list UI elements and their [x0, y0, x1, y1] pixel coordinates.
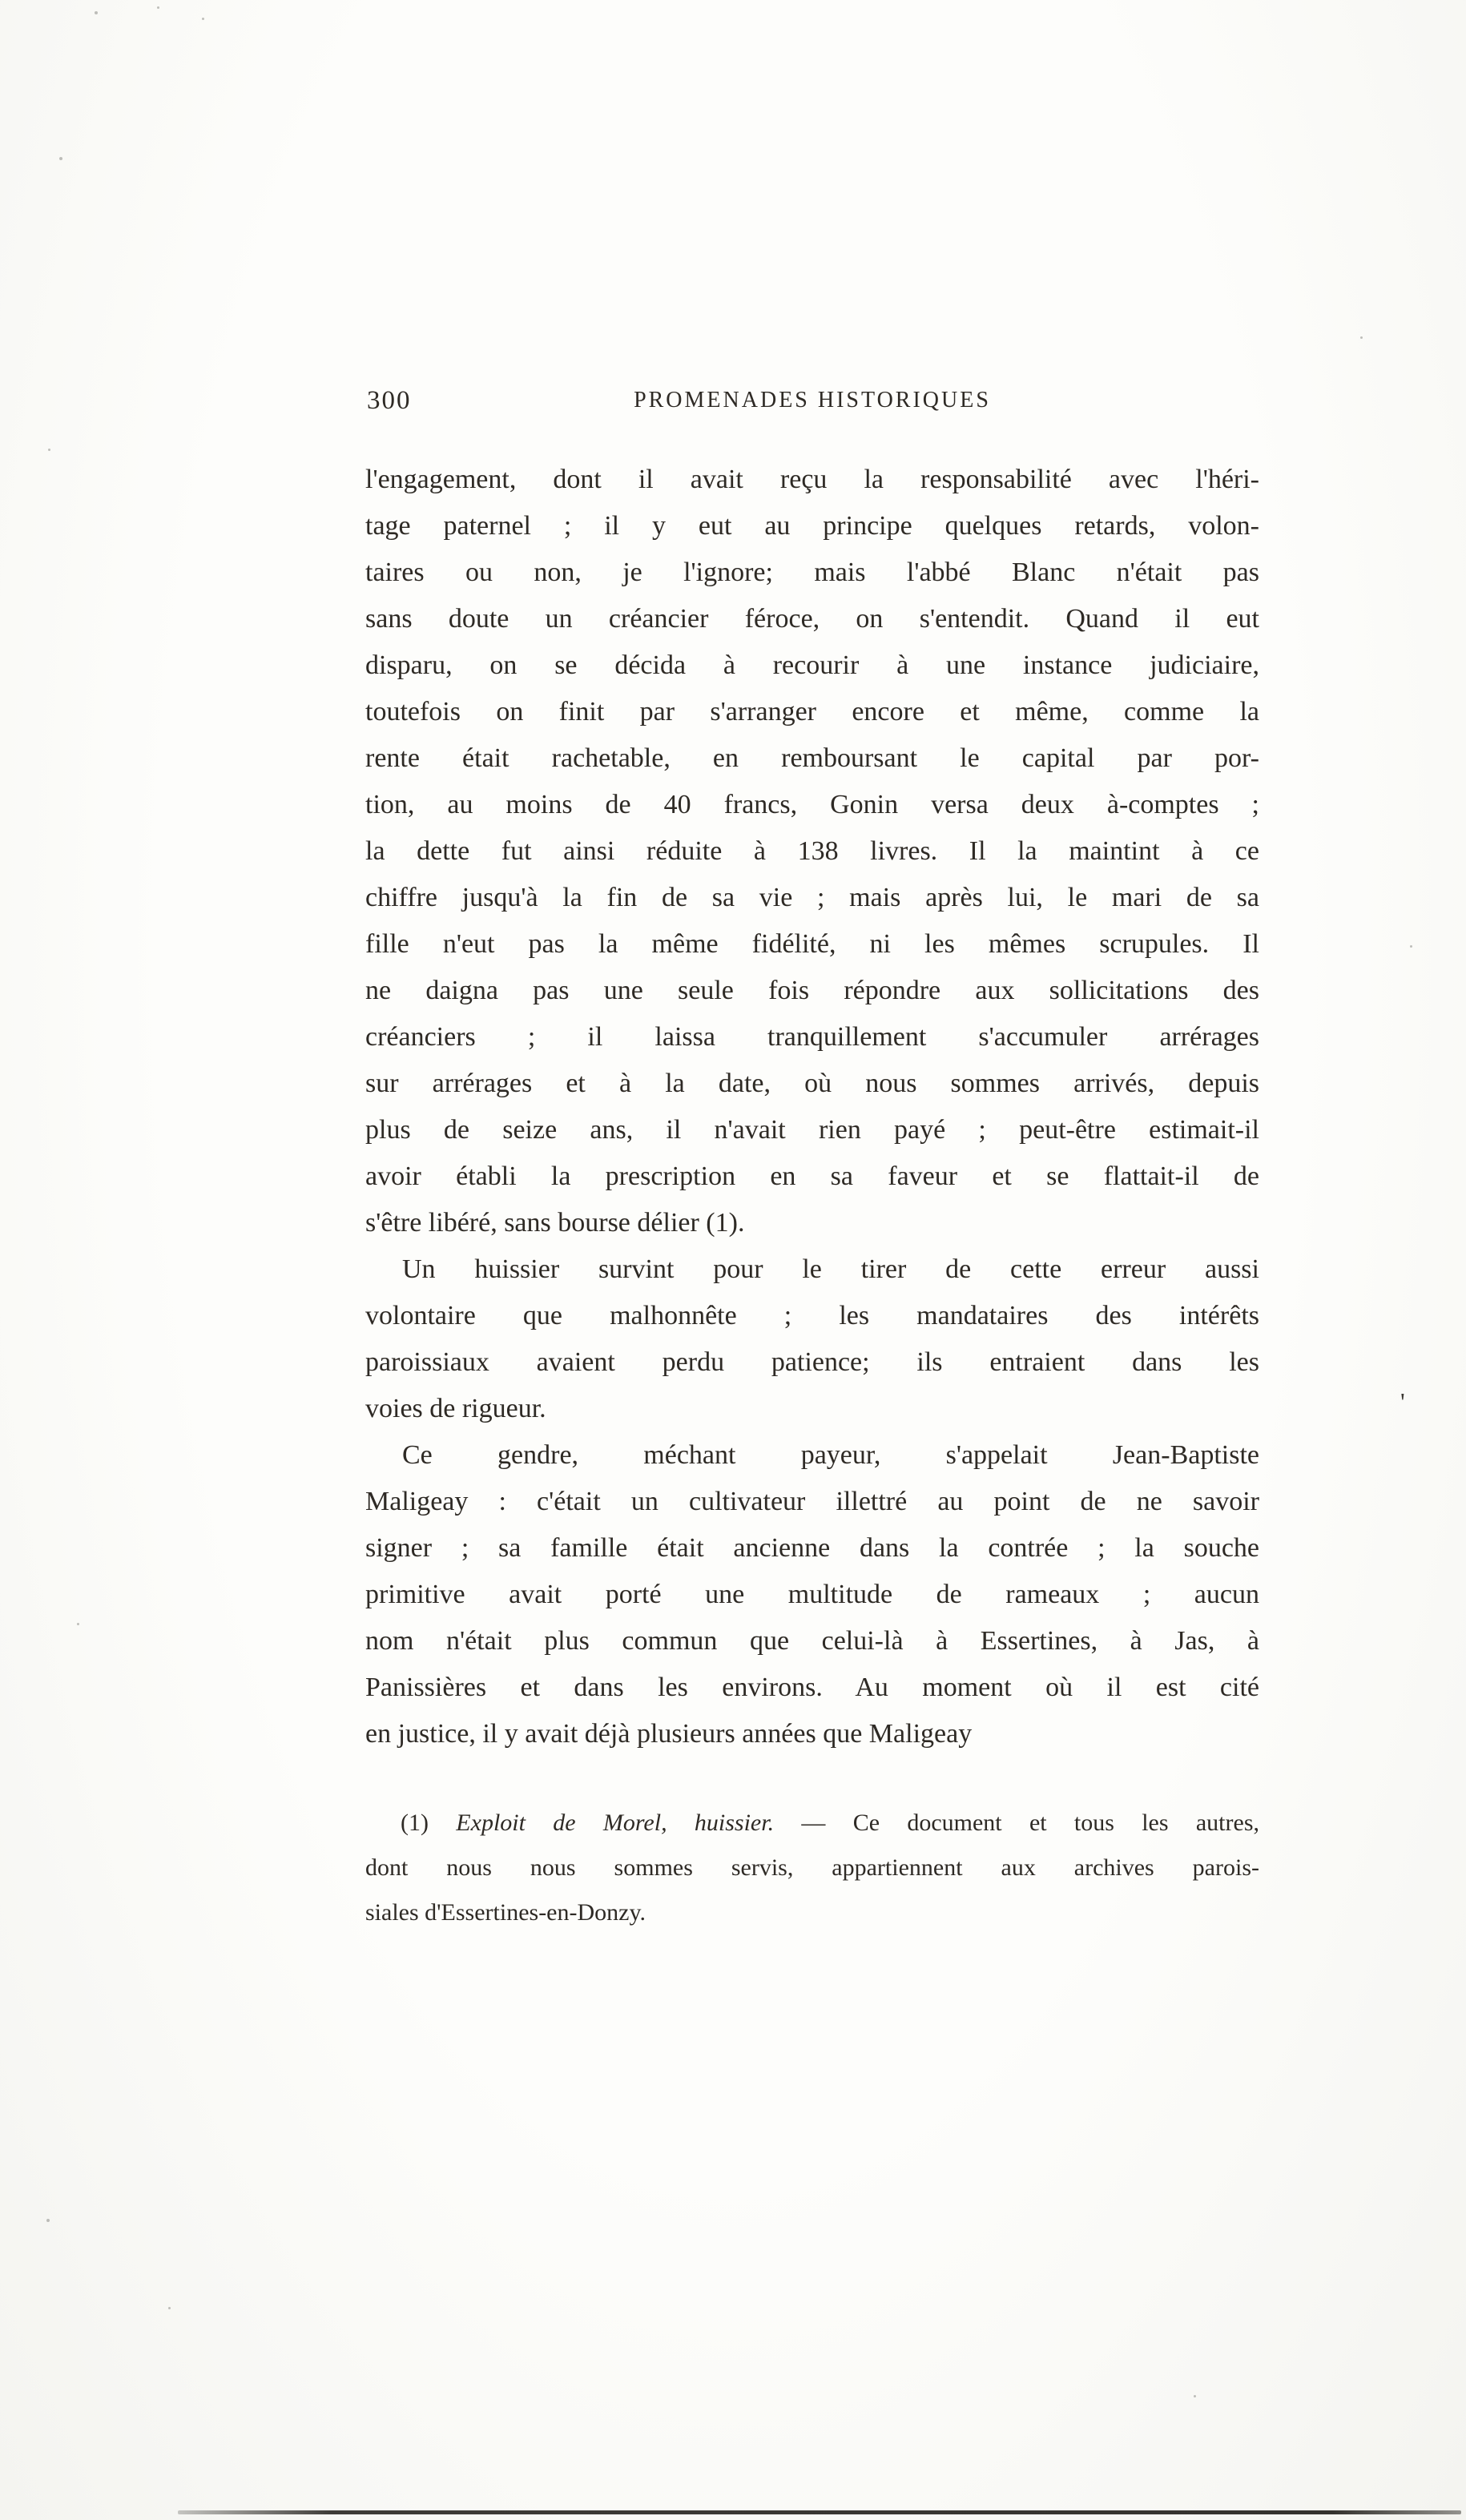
scan-speckle — [157, 6, 159, 9]
stray-ink-mark: ' — [1400, 1387, 1405, 1416]
footnote-text: siales d'Essertines-en-Donzy. — [365, 1899, 646, 1926]
scan-speckle — [168, 2307, 171, 2309]
footnote-italic-text: Exploit de Morel, huissier. — [456, 1809, 775, 1836]
text-line: paroissiaux avaient perdu patience; ils entraient dans les — [365, 1347, 1259, 1377]
text-line: s'être libéré, sans bourse délier (1). — [365, 1208, 745, 1238]
scan-speckle — [1360, 336, 1363, 339]
scan-page-edge-artifact — [178, 2510, 1461, 2514]
scan-speckle — [1410, 945, 1412, 948]
scan-speckle — [46, 2219, 50, 2222]
text-line: créanciers ; il laissa tranquillement s'accumuler arrérages — [365, 1022, 1259, 1052]
text-line: Un huissier survint pour le tirer de cette erreur aussi — [402, 1254, 1259, 1284]
text-line: disparu, on se décida à recourir à une instance judiciaire, — [365, 650, 1259, 680]
page-number: 300 — [367, 386, 412, 415]
paragraph — [365, 457, 1259, 1246]
scan-speckle — [77, 1623, 79, 1625]
footnote-line — [365, 1801, 1259, 1846]
footnote-line — [365, 1846, 1259, 1890]
text-line: fille n'eut pas la même fidélité, ni les mêmes scrupules. Il — [365, 929, 1259, 959]
text-line: sur arrérages et à la date, où nous sommes arrivés, depuis — [365, 1069, 1259, 1098]
scan-speckle — [95, 11, 98, 14]
footnote-text: dont nous nous sommes servis, appartiennent aux archives parois- — [365, 1854, 1259, 1881]
text-line: Ce gendre, méchant payeur, s'appelait Jean-Baptiste — [402, 1440, 1259, 1470]
text-line: la dette fut ainsi réduite à 138 livres. Il la maintint à ce — [365, 836, 1259, 866]
paragraph — [365, 1432, 1259, 1757]
text-line: sans doute un créancier féroce, on s'entendit. Quand il eut — [365, 604, 1259, 634]
text-line: Panissières et dans les environs. Au moment où il est cité — [365, 1673, 1259, 1702]
text-column — [365, 383, 1259, 1935]
text-line: tion, au moins de 40 francs, Gonin versa deux à-comptes ; — [365, 790, 1259, 819]
text-line: plus de seize ans, il n'avait rien payé ; peut-être estimait-il — [365, 1115, 1259, 1145]
footnote-text: — Ce document et tous les autres, — [774, 1809, 1259, 1836]
text-line: toutefois on finit par s'arranger encore et même, comme la — [365, 697, 1259, 727]
running-header-title: PROMENADES HISTORIQUES — [634, 388, 991, 413]
scan-speckle — [202, 18, 204, 20]
text-line: volontaire que malhonnête ; les mandataires des intérêts — [365, 1301, 1259, 1330]
text-line: rente était rachetable, en remboursant le capital par por- — [365, 743, 1259, 773]
scan-speckle — [48, 449, 50, 451]
text-line: tage paternel ; il y eut au principe quelques retards, volon- — [365, 511, 1259, 541]
footnote-text: (1) — [401, 1809, 457, 1836]
text-line: voies de rigueur. — [365, 1394, 546, 1423]
body-text — [365, 457, 1259, 1757]
text-line: en justice, il y avait déjà plusieurs années que Maligeay — [365, 1719, 973, 1749]
footnote — [365, 1801, 1259, 1935]
text-line: Maligeay : c'était un cultivateur illettré au point de ne savoir — [365, 1487, 1259, 1516]
scan-speckle — [59, 157, 62, 160]
text-line: nom n'était plus commun que celui-là à Essertines, à Jas, à — [365, 1626, 1259, 1656]
footnote-line — [365, 1890, 1259, 1935]
text-line: signer ; sa famille était ancienne dans la contrée ; la souche — [365, 1533, 1259, 1563]
text-line: chiffre jusqu'à la fin de sa vie ; mais après lui, le mari de sa — [365, 883, 1259, 912]
text-line: primitive avait porté une multitude de rameaux ; aucun — [365, 1580, 1259, 1609]
text-line: avoir établi la prescription en sa faveur et se flattait-il de — [365, 1161, 1259, 1191]
scan-speckle — [1194, 2395, 1196, 2397]
text-line: ne daigna pas une seule fois répondre aux sollicitations des — [365, 976, 1259, 1005]
text-line: taires ou non, je l'ignore; mais l'abbé Blanc n'était pas — [365, 558, 1259, 587]
paragraph — [365, 1246, 1259, 1432]
text-line: l'engagement, dont il avait reçu la responsabilité avec l'héri- — [365, 465, 1259, 494]
running-header — [365, 383, 1259, 429]
